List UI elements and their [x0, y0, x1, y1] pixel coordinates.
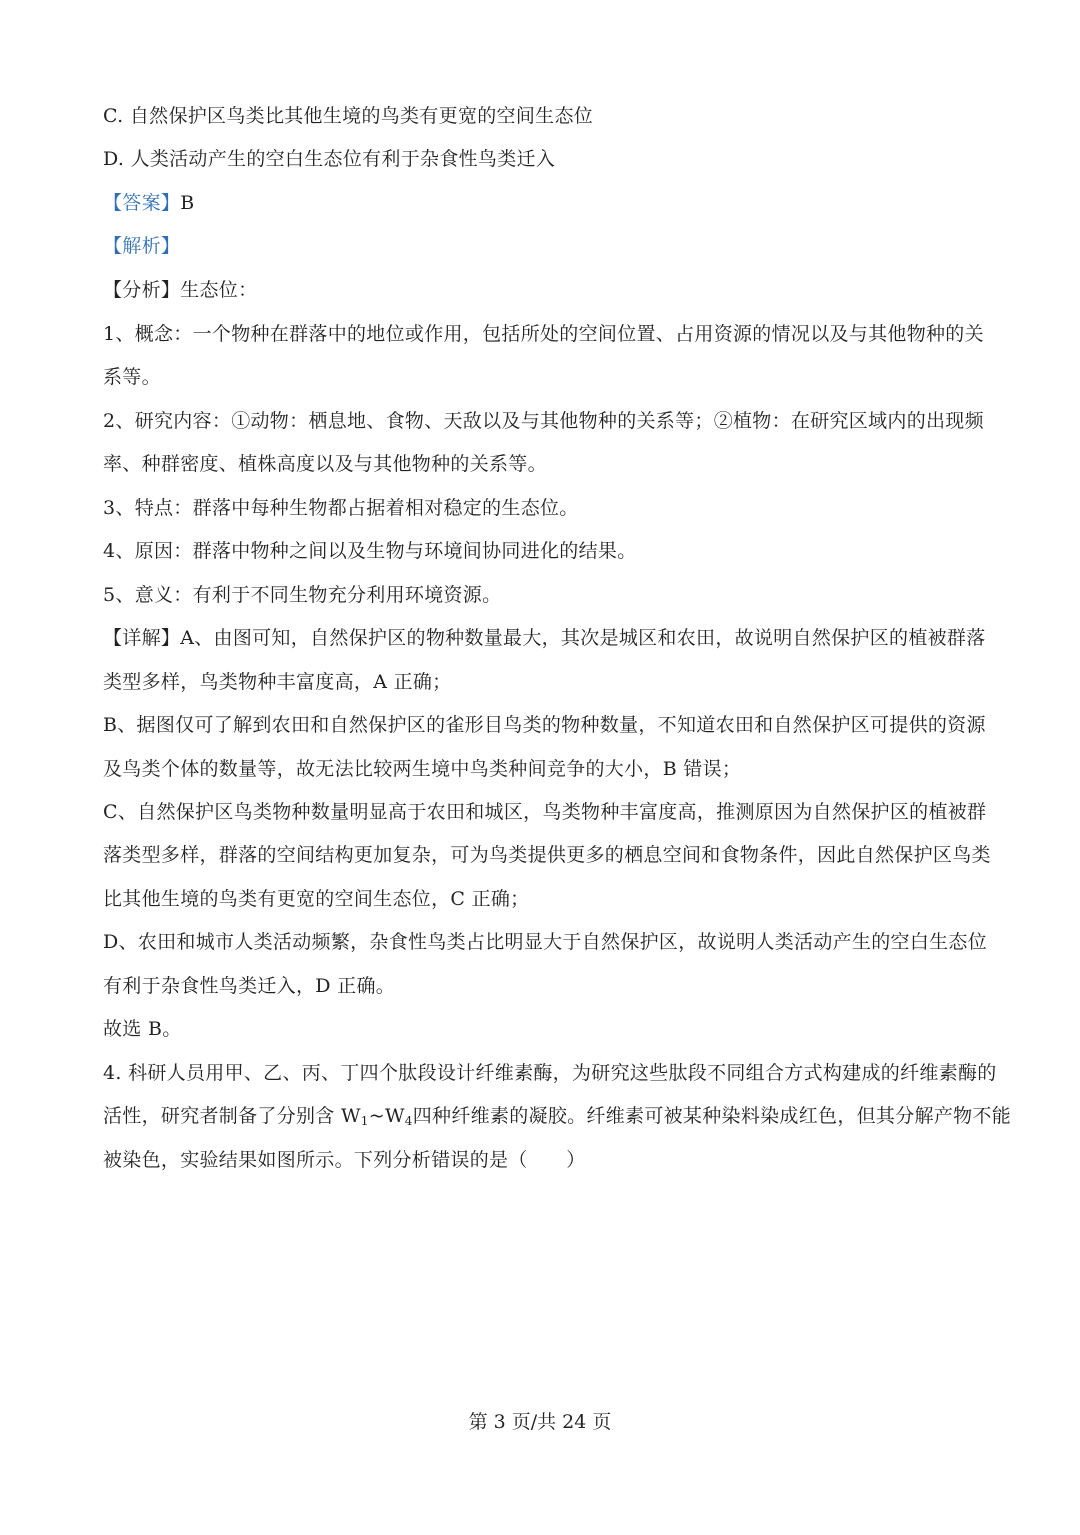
detail-conclusion: 故选 B。 — [103, 1018, 182, 1040]
detail-line: 比其他生境的鸟类有更宽的空间生态位，C 正确； — [103, 888, 530, 910]
analysis-point: 1、概念：一个物种在群落中的地位或作用，包括所处的空间位置、占用资源的情况以及与其他物种的关 — [103, 323, 984, 345]
option-c: C. 自然保护区鸟类比其他生境的鸟类有更宽的空间生态位 — [103, 105, 594, 127]
analysis-title: 生态位： — [180, 279, 258, 301]
q4-tilde: ~W — [368, 1105, 405, 1127]
question-4-line: 4. 科研人员用甲、乙、丙、丁四个肽段设计纤维素酶，为研究这些肽段不同组合方式构建成的纤维素酶的 — [103, 1062, 997, 1084]
analysis-point: 率、种群密度、植株高度以及与其他物种的关系等。 — [103, 453, 547, 475]
q4-prefix: 活性，研究者制备了分别含 W — [103, 1105, 361, 1127]
question-4-line — [103, 1104, 1012, 1128]
page-footer: 第 3 页/共 24 页 — [468, 1411, 612, 1433]
question-4-line: 被染色，实验结果如图所示。下列分析错误的是（ ） — [103, 1149, 586, 1171]
detail-line: D、农田和城市人类活动频繁，杂食性鸟类占比明显大于自然保护区，故说明人类活动产生的空白生态位 — [103, 931, 988, 953]
detail-line: C、自然保护区鸟类物种数量明显高于农田和城区，鸟类物种丰富度高，推测原因为自然保护区的植被群 — [103, 801, 987, 823]
explanation-tag — [103, 234, 1003, 258]
answer-line — [103, 191, 1003, 215]
detail-text: A、由图可知，自然保护区的物种数量最大，其次是城区和农田，故说明自然保护区的植被群落 — [180, 627, 986, 649]
q4-sub4: 4 — [404, 1114, 413, 1128]
option-d: D. 人类活动产生的空白生态位有利于杂食性鸟类迁入 — [103, 148, 556, 170]
q4-suffix: 四种纤维素的凝胶。纤维素可被某种染料染成红色，但其分解产物不能 — [412, 1105, 1012, 1127]
detail-tag: 【详解】 — [103, 627, 181, 649]
detail-line: 及鸟类个体的数量等，故无法比较两生境中鸟类种间竞争的大小，B 错误； — [103, 758, 742, 780]
analysis-heading — [103, 278, 1003, 302]
detail-line: B、据图仅可了解到农田和自然保护区的雀形目鸟类的物种数量，不知道农田和自然保护区可提供的资源 — [103, 714, 986, 736]
answer-value: B — [180, 192, 195, 214]
explanation-tag-text: 【解析】 — [103, 235, 181, 257]
detail-line: 落类型多样，群落的空间结构更加复杂，可为鸟类提供更多的栖息空间和食物条件，因此自然保护区鸟类 — [103, 844, 991, 866]
analysis-point: 5、意义：有利于不同生物充分利用环境资源。 — [103, 584, 502, 606]
detail-line: 类型多样，鸟类物种丰富度高，A 正确； — [103, 671, 452, 693]
detail-line — [103, 626, 1003, 650]
analysis-point: 系等。 — [103, 366, 161, 388]
answer-tag: 【答案】 — [103, 192, 181, 214]
analysis-tag: 【分析】 — [103, 279, 181, 301]
analysis-point: 2、研究内容：①动物：栖息地、食物、天敌以及与其他物种的关系等；②植物：在研究区域内的出现频 — [103, 410, 984, 432]
analysis-point: 3、特点：群落中每种生物都占据着相对稳定的生态位。 — [103, 497, 579, 519]
q4-sub1: 1 — [360, 1114, 369, 1128]
detail-line: 有利于杂食性鸟类迁入，D 正确。 — [103, 975, 396, 997]
analysis-point: 4、原因：群落中物种之间以及生物与环境间协同进化的结果。 — [103, 540, 637, 562]
